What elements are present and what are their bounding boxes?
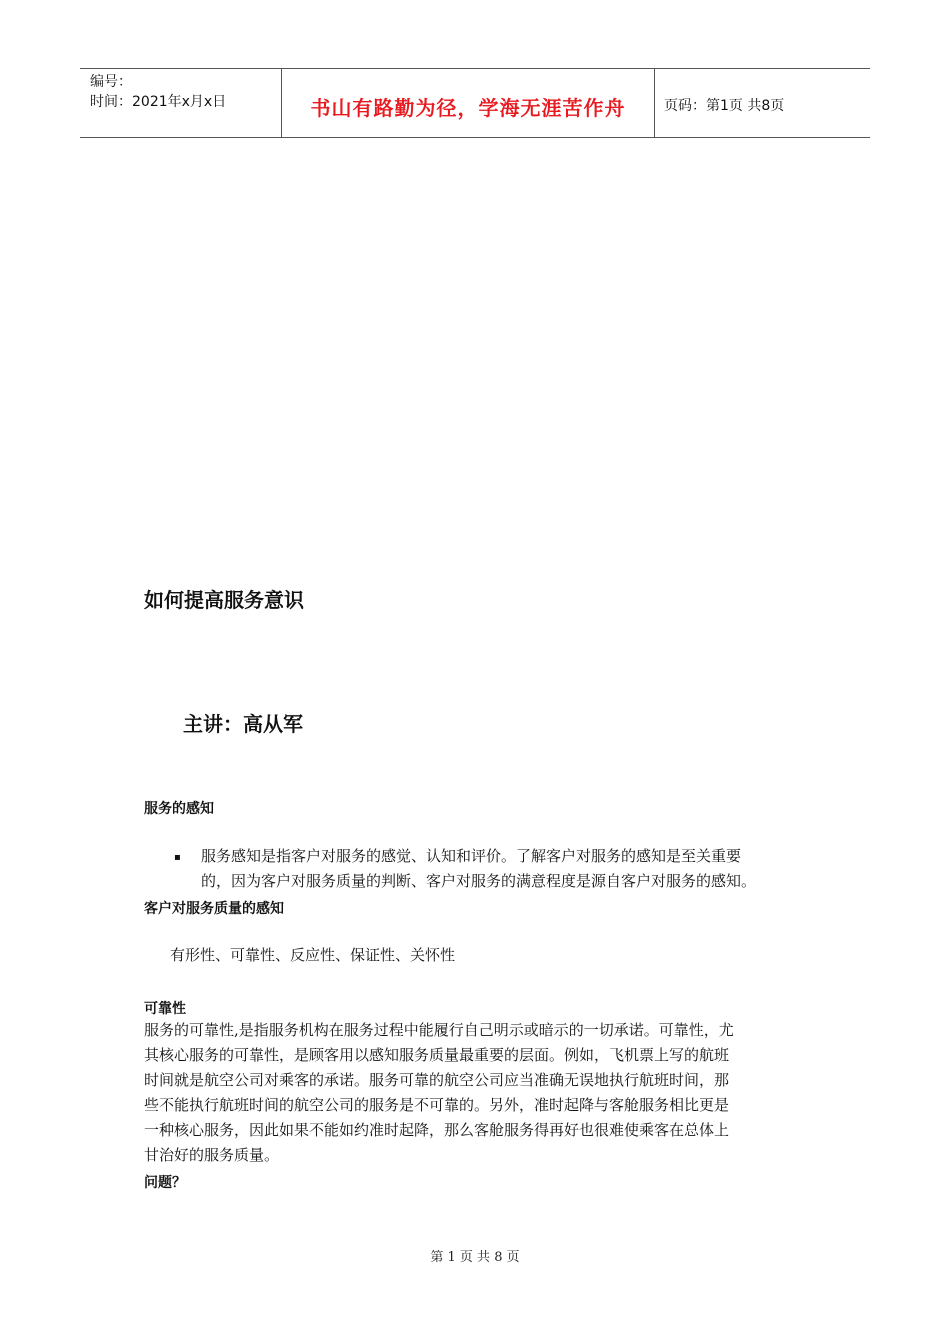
paragraph-line: 时间就是航空公司对乘客的承诺。服务可靠的航空公司应当准确无误地执行航班时间，那 bbox=[144, 1071, 730, 1089]
document-header bbox=[80, 68, 870, 138]
document-title: 如何提高服务意识 bbox=[144, 588, 304, 612]
paragraph-line: 甘治好的服务质量。 bbox=[144, 1146, 280, 1164]
page-footer: 第 1 页 共 8 页 bbox=[430, 1250, 520, 1265]
reliability-paragraph bbox=[144, 1018, 814, 1168]
header-motto-cell bbox=[281, 69, 655, 137]
bullet-line: 服务感知是指客户对服务的感觉、认知和评价。了解客户对服务的感知是至关重要 bbox=[201, 847, 742, 865]
document-date-label: 时间：2021年x月x日 bbox=[90, 94, 227, 110]
section-heading-question: 问题？ bbox=[144, 1175, 186, 1191]
motto-text: 书山有路勤为径，学海无涯苦作舟 bbox=[310, 96, 626, 120]
paragraph-line: 一种核心服务，因此如果不能如约准时起降，那么客舱服务得再好也很难使乘客在总体上 bbox=[144, 1121, 730, 1139]
header-page-cell bbox=[654, 69, 870, 137]
section-heading-quality-perception: 客户对服务质量的感知 bbox=[144, 901, 284, 917]
speaker-line: 主讲：高从军 bbox=[183, 712, 303, 736]
document-number-label: 编号： bbox=[90, 74, 132, 90]
paragraph-line: 其核心服务的可靠性，是顾客用以感知服务质量最重要的层面。例如，飞机票上写的航班 bbox=[144, 1046, 730, 1064]
quality-dimensions-list: 有形性、可靠性、反应性、保证性、关怀性 bbox=[170, 946, 456, 964]
bullet-paragraph bbox=[201, 844, 821, 894]
bullet-line: 的，因为客户对服务质量的判断、客户对服务的满意程度是源自客户对服务的感知。 bbox=[201, 872, 757, 890]
section-heading-service-perception: 服务的感知 bbox=[144, 801, 214, 817]
header-page-info: 页码：第1页 共8页 bbox=[664, 98, 785, 114]
section-heading-reliability: 可靠性 bbox=[144, 1001, 186, 1017]
paragraph-line: 服务的可靠性,是指服务机构在服务过程中能履行自己明示或暗示的一切承诺。可靠性，尤 bbox=[144, 1021, 734, 1039]
header-left-cell bbox=[80, 69, 280, 137]
paragraph-line: 些不能执行航班时间的航空公司的服务是不可靠的。另外，准时起降与客舱服务相比更是 bbox=[144, 1096, 730, 1114]
bullet-square-icon: ▪ bbox=[174, 852, 181, 863]
